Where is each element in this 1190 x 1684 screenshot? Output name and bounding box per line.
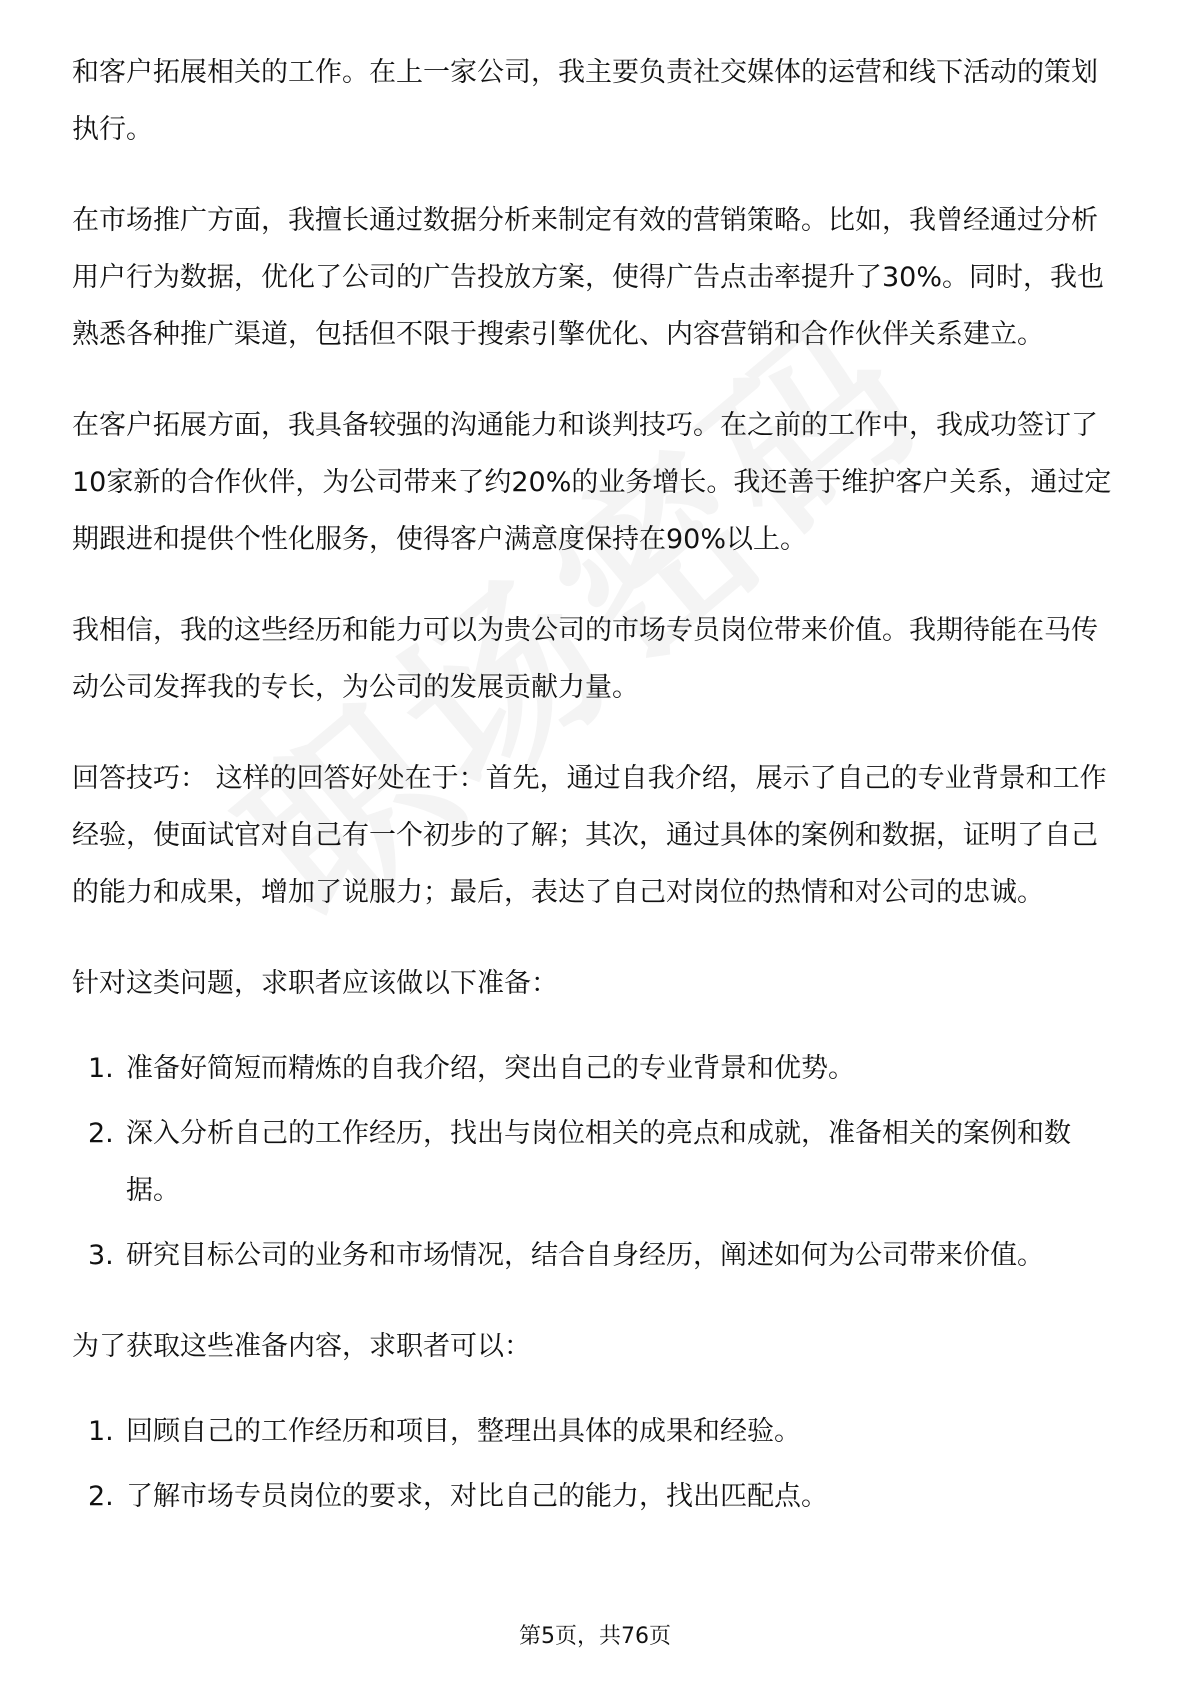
list-item [72,1227,1122,1284]
list-item [72,1403,1122,1460]
paragraph-client-expansion: 在客户拓展方面，我具备较强的沟通能力和谈判技巧。在之前的工作中，我成功签订了10家新的合作伙伴，为公司带来了约20%的业务增长。我还善于维护客户关系，通过定期跟进和提供个性化服务，使得客户满意度保持在90%以上。 [72,410,1112,555]
list-item [72,1040,1122,1097]
list-item-number: 1. [88,1416,114,1447]
paragraph-closing: 我相信，我的这些经历和能力可以为贵公司的市场专员岗位带来价值。我期待能在马传动公司发挥我的专长，为公司的发展贡献力量。 [72,615,1098,703]
paragraph-intro-continuation: 和客户拓展相关的工作。在上一家公司，我主要负责社交媒体的运营和线下活动的策划执行。 [72,57,1098,145]
list-item [72,1105,1122,1219]
acquire-list [72,1403,1122,1525]
paragraph-marketing: 在市场推广方面，我擅长通过数据分析来制定有效的营销策略。比如，我曾经通过分析用户行为数据，优化了公司的广告投放方案，使得广告点击率提升了30%。同时，我也熟悉各种推广渠道，包括但不限于搜索引擎优化、内容营销和合作伙伴关系建立。 [72,205,1105,350]
list-item-text: 准备好简短而精炼的自我介绍，突出自己的专业背景和优势。 [126,1053,855,1084]
paragraph-preparation-intro: 针对这类问题，求职者应该做以下准备： [72,968,558,999]
list-item-number: 1. [88,1053,114,1084]
page-number-footer: 第5页，共76页 [519,1624,671,1649]
preparation-list [72,1040,1122,1284]
list-item-text: 研究目标公司的业务和市场情况，结合自身经历，阐述如何为公司带来价值。 [126,1240,1044,1271]
list-item-text: 了解市场专员岗位的要求，对比自己的能力，找出匹配点。 [126,1481,828,1512]
list-item-number: 3. [88,1240,114,1271]
paragraph-acquire-intro: 为了获取这些准备内容，求职者可以： [72,1331,531,1362]
list-item [72,1468,1122,1525]
paragraph-answer-tips: 回答技巧： 这样的回答好处在于：首先，通过自我介绍，展示了自己的专业背景和工作经验，使面试官对自己有一个初步的了解；其次，通过具体的案例和数据，证明了自己的能力和成果，增加了说服力；最后，表达了自己对岗位的热情和对公司的忠诚。 [72,763,1107,908]
list-item-number: 2. [88,1481,114,1512]
page-body [72,44,1122,1525]
list-item-number: 2. [88,1118,114,1149]
list-item-text: 深入分析自己的工作经历，找出与岗位相关的亮点和成就，准备相关的案例和数据。 [126,1118,1071,1206]
list-item-text: 回顾自己的工作经历和项目，整理出具体的成果和经验。 [126,1416,801,1447]
